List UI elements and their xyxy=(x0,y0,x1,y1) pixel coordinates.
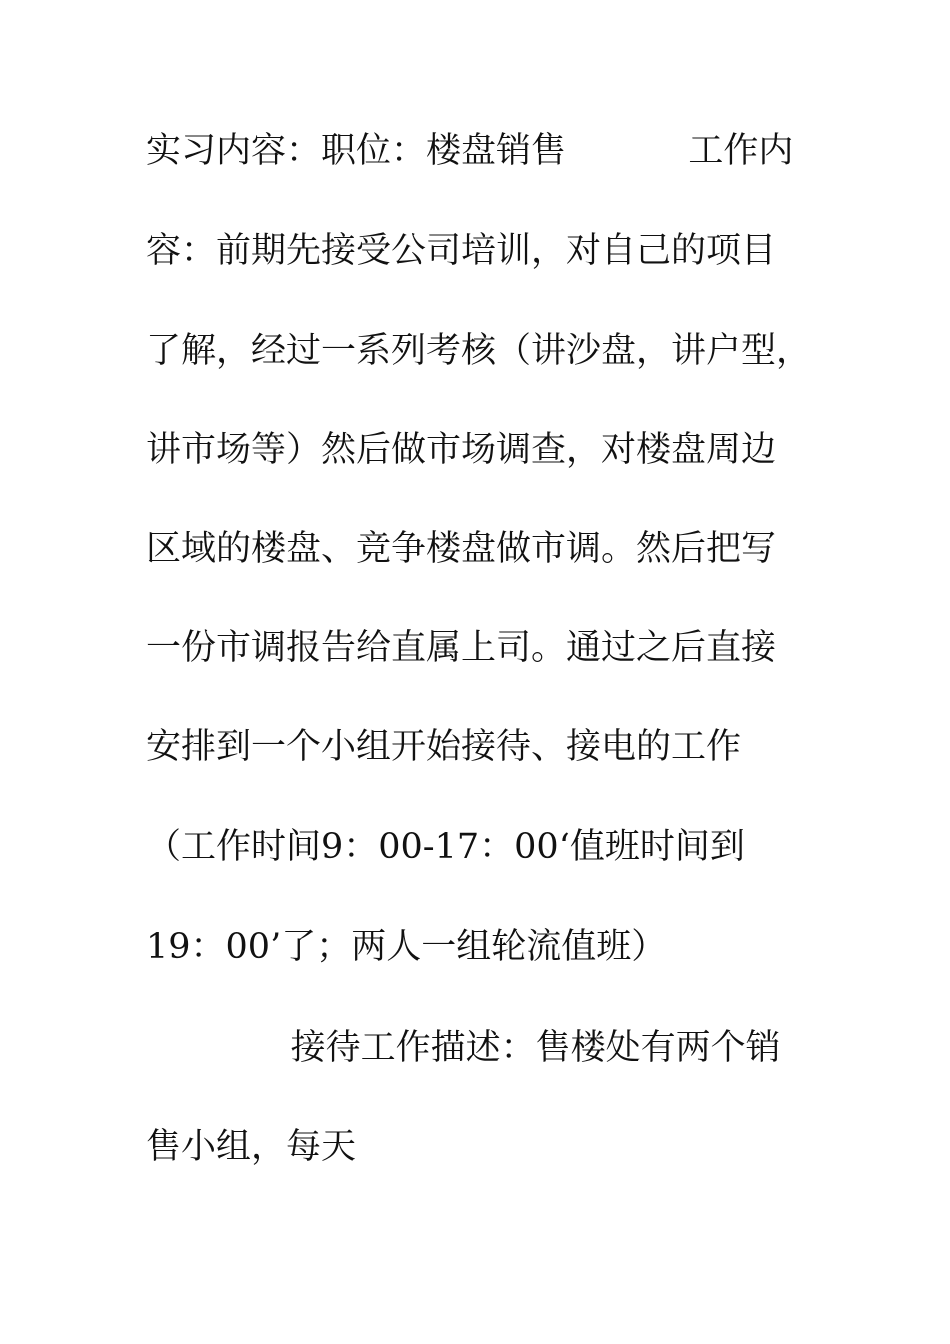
text-line: （工作时间9：00-17：00‘值班时间到 xyxy=(146,827,745,867)
text-line: 售小组，每天 xyxy=(146,1127,357,1167)
text-line: 19：00’了；两人一组轮流值班） xyxy=(146,927,667,967)
text-line: 接待工作描述：售楼处有两个销 xyxy=(146,1028,781,1068)
text-line: 区域的楼盘、竞争楼盘做市调。然后把写 xyxy=(146,529,777,569)
text-line: 一份市调报告给直属上司。通过之后直接 xyxy=(146,628,777,668)
text-line: 安排到一个小组开始接待、接电的工作 xyxy=(146,727,742,767)
text-line: 实习内容：职位：楼盘销售 工作内 xyxy=(146,131,794,171)
text-line: 容：前期先接受公司培训，对自己的项目 xyxy=(146,231,777,271)
text-line: 了解，经过一系列考核（讲沙盘，讲户型， xyxy=(146,331,812,371)
text-line: 讲市场等）然后做市场调查，对楼盘周边 xyxy=(146,430,777,470)
